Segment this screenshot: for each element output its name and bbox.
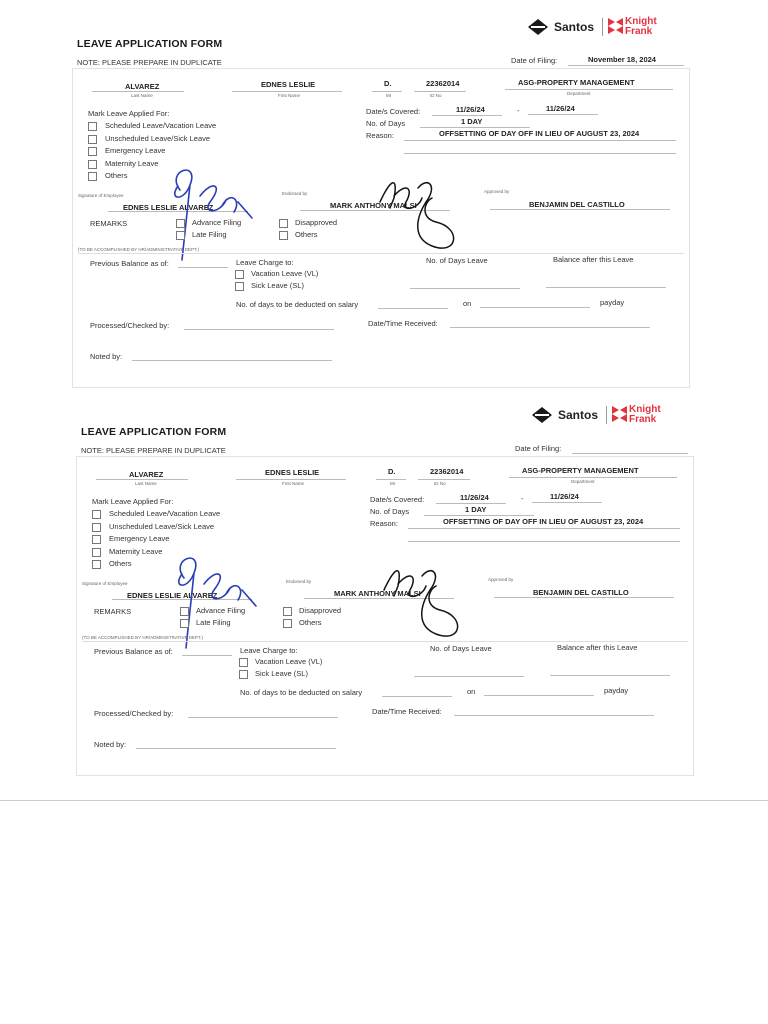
leave-type-checkbox[interactable] <box>88 172 97 181</box>
remarks-checkbox[interactable] <box>279 219 288 228</box>
payday-label: payday <box>604 686 629 695</box>
id-number-value: 22362014 <box>426 79 460 88</box>
approved-by-label: Approved by <box>484 189 510 194</box>
leave-type-label: Maternity Leave <box>109 546 163 556</box>
signature-employee-label: Signature of Employee <box>82 581 128 586</box>
leave-charge-label: Leave Charge to: <box>236 258 294 267</box>
no-of-days-leave-label: No. of Days Leave <box>430 644 492 653</box>
duplicate-note: NOTE: PLEASE PREPARE IN DUPLICATE <box>81 446 226 455</box>
first-name-label: First Name <box>278 93 301 98</box>
santos-logo-icon <box>531 406 553 424</box>
remarks-checkbox[interactable] <box>283 619 292 628</box>
endorsed-name: MARK ANTHONY MALSI <box>334 589 421 598</box>
remarks-checkbox[interactable] <box>180 607 189 616</box>
remarks-label: REMARKS <box>90 219 128 228</box>
deducted-on-salary-label: No. of days to be deducted on salary <box>236 300 359 309</box>
no-of-days-label: No. of Days <box>370 507 410 516</box>
remarks-option-label: Advance Filing <box>196 606 246 615</box>
leave-type-label: Scheduled Leave/Vacation Leave <box>105 121 217 130</box>
leave-charge-label: Leave Charge to: <box>240 646 298 655</box>
page-bottom-rule <box>0 800 768 801</box>
leave-charge-label: Sick Leave (SL) <box>255 669 308 678</box>
processed-checked-label: Processed/Checked by: <box>94 709 174 718</box>
form-title: LEAVE APPLICATION FORM <box>81 426 227 438</box>
remarks-checkbox[interactable] <box>279 231 288 240</box>
remarks-checkbox[interactable] <box>176 219 185 228</box>
date-of-filing-label: Date of Filing: <box>511 56 558 65</box>
date-from-value: 11/26/24 <box>456 105 485 114</box>
knight-frank-logo-icon <box>612 406 627 422</box>
date-time-received-label: Date/Time Received: <box>368 319 438 328</box>
leave-type-checkbox[interactable] <box>88 160 97 169</box>
no-of-days-value: 1 DAY <box>465 505 487 514</box>
signature-employee-label: Signature of Employee <box>78 193 124 198</box>
remarks-checkbox[interactable] <box>180 619 189 628</box>
middle-initial-value: D. <box>384 79 392 88</box>
first-name-value: EDNES LESLIE <box>261 80 316 89</box>
leave-type-label: Emergency Leave <box>109 534 170 543</box>
reason-value: OFFSETTING OF DAY OFF IN LIEU OF AUGUST 23, 2024 <box>443 517 644 526</box>
no-of-days-leave-label: No. of Days Leave <box>426 256 488 265</box>
leave-type-label: Others <box>109 559 132 568</box>
noted-by-label: Noted by: <box>90 352 123 361</box>
first-name-value: EDNES LESLIE <box>265 468 320 477</box>
remarks-option-label: Late Filing <box>192 230 227 239</box>
date-to-value: 11/26/24 <box>546 104 575 113</box>
approved-name: BENJAMIN DEL CASTILLO <box>533 588 629 597</box>
remarks-checkbox[interactable] <box>283 607 292 616</box>
date-separator: - <box>517 106 520 115</box>
noted-by-label: Noted by: <box>94 740 127 749</box>
santos-wordmark: Santos <box>558 408 599 422</box>
payday-label: payday <box>600 298 625 307</box>
date-of-filing-value: November 18, 2024 <box>588 55 656 64</box>
reason-label: Reason: <box>366 131 394 140</box>
date-to-value: 11/26/24 <box>550 492 579 501</box>
leave-type-checkbox[interactable] <box>88 122 97 131</box>
santos-wordmark: Santos <box>554 20 595 34</box>
leave-charge-checkbox[interactable] <box>239 670 248 679</box>
reason-value: OFFSETTING OF DAY OFF IN LIEU OF AUGUST 23, 2024 <box>439 129 640 138</box>
remarks-checkbox[interactable] <box>176 231 185 240</box>
employee-name: EDNES LESLIE ALVAREZ <box>123 203 214 212</box>
knight-frank-logo-icon <box>608 18 623 34</box>
on-label: on <box>463 299 472 308</box>
endorsed-by-label: Endorsed by <box>282 191 308 196</box>
deducted-on-salary-label: No. of days to be deducted on salary <box>240 688 363 697</box>
remarks-option-label: Disapproved <box>299 606 342 615</box>
date-of-filing-label: Date of Filing: <box>515 444 562 453</box>
leave-type-checkbox[interactable] <box>88 135 97 144</box>
remarks-option-label: Disapproved <box>295 218 338 227</box>
first-name-label: First Name <box>282 481 305 486</box>
leave-charge-label: Vacation Leave (VL) <box>255 657 323 666</box>
remarks-option-label: Late Filing <box>196 618 231 627</box>
date-separator: - <box>521 494 524 503</box>
leave-type-checkbox[interactable] <box>92 510 101 519</box>
department-value: ASG-PROPERTY MANAGEMENT <box>518 78 635 87</box>
leave-type-checkbox[interactable] <box>88 147 97 156</box>
department-value: ASG-PROPERTY MANAGEMENT <box>522 466 639 475</box>
hr-accomplish-note: (TO BE ACCOMPLISHED BY HR/ADMINISTRATIVE DEPT.) <box>78 247 200 252</box>
leave-type-label: Scheduled Leave/Vacation Leave <box>109 509 221 518</box>
leave-type-checkbox[interactable] <box>92 523 101 532</box>
remarks-option-label: Others <box>295 230 318 239</box>
id-number-label: ID No <box>430 93 442 98</box>
leave-form-duplicate <box>4 388 768 788</box>
santos-logo-icon <box>527 18 549 36</box>
leave-charge-label: Vacation Leave (VL) <box>251 269 319 278</box>
duplicate-note: NOTE: PLEASE PREPARE IN DUPLICATE <box>77 58 222 67</box>
dates-covered-label: Date/s Covered: <box>366 107 421 116</box>
no-of-days-value: 1 DAY <box>461 117 483 126</box>
date-time-received-label: Date/Time Received: <box>372 707 442 716</box>
last-name-label: Last Name <box>135 481 157 486</box>
dates-covered-label: Date/s Covered: <box>370 495 425 504</box>
last-name-label: Last Name <box>131 93 153 98</box>
middle-initial-label: MI <box>390 481 395 486</box>
middle-initial-label: MI <box>386 93 391 98</box>
balance-after-label: Balance after this Leave <box>553 255 634 264</box>
remarks-label: REMARKS <box>94 607 132 616</box>
remarks-option-label: Advance Filing <box>192 218 242 227</box>
leave-charge-checkbox[interactable] <box>239 658 248 667</box>
leave-charge-checkbox[interactable] <box>235 282 244 291</box>
endorsed-name: MARK ANTHONY MALSI <box>330 201 417 210</box>
hr-accomplish-note: (TO BE ACCOMPLISHED BY HR/ADMINISTRATIVE DEPT.) <box>82 635 204 640</box>
knight-frank-line2: Frank <box>625 26 653 37</box>
leave-type-label: Unscheduled Leave/Sick Leave <box>109 521 215 531</box>
balance-after-label: Balance after this Leave <box>557 643 638 652</box>
processed-checked-label: Processed/Checked by: <box>90 321 170 330</box>
department-label: Department <box>567 91 591 96</box>
leave-type-label: Unscheduled Leave/Sick Leave <box>105 133 211 143</box>
last-name-value: ALVAREZ <box>125 82 160 91</box>
leave-charge-label: Sick Leave (SL) <box>251 281 304 290</box>
department-label: Department <box>571 479 595 484</box>
leave-charge-checkbox[interactable] <box>235 270 244 279</box>
leave-type-checkbox[interactable] <box>92 535 101 544</box>
leave-type-checkbox[interactable] <box>92 548 101 557</box>
approved-name: BENJAMIN DEL CASTILLO <box>529 200 625 209</box>
mark-leave-label: Mark Leave Applied For: <box>88 109 170 118</box>
previous-balance-label: Previous Balance as of: <box>94 647 173 656</box>
reason-label: Reason: <box>370 519 398 528</box>
previous-balance-label: Previous Balance as of: <box>90 259 169 268</box>
leave-type-checkbox[interactable] <box>92 560 101 569</box>
id-number-label: ID No <box>434 481 446 486</box>
form-title: LEAVE APPLICATION FORM <box>77 38 223 50</box>
endorsed-by-label: Endorsed by <box>286 579 312 584</box>
leave-type-label: Others <box>105 171 128 180</box>
mark-leave-label: Mark Leave Applied For: <box>92 497 174 506</box>
knight-frank-line2: Frank <box>629 414 657 425</box>
knight-frank-line1: Knight <box>625 16 657 27</box>
knight-frank-line1: Knight <box>629 404 661 415</box>
middle-initial-value: D. <box>388 467 396 476</box>
remarks-option-label: Others <box>299 618 322 627</box>
last-name-value: ALVAREZ <box>129 470 164 479</box>
employee-name: EDNES LESLIE ALVAREZ <box>127 591 218 600</box>
on-label: on <box>467 687 476 696</box>
date-from-value: 11/26/24 <box>460 493 489 502</box>
id-number-value: 22362014 <box>430 467 464 476</box>
no-of-days-label: No. of Days <box>366 119 406 128</box>
leave-type-label: Maternity Leave <box>105 158 159 168</box>
leave-form-original <box>0 0 768 400</box>
approved-by-label: Approved by <box>488 577 514 582</box>
leave-type-label: Emergency Leave <box>105 146 166 155</box>
